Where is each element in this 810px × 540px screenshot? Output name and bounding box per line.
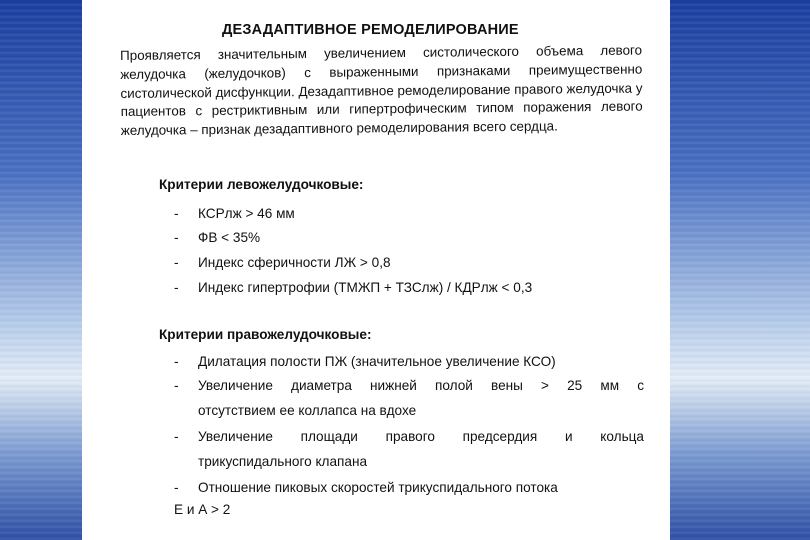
background-left [0, 0, 82, 540]
list-dash: - [174, 230, 179, 245]
list-dash: - [174, 206, 179, 221]
right-criterion-2-continuation: отсутствием ее коллапса на вдохе [198, 403, 417, 418]
criterion-text: ФВ < 35% [198, 230, 261, 245]
criterion-text: Индекс сферичности ЛЖ > 0,8 [198, 255, 391, 270]
right-criteria-heading: Критерии правожелудочковые: [159, 327, 372, 342]
criterion-text: Увеличение площади правого предсердия и кольца [198, 429, 644, 444]
criterion-text: Дилатация полости ПЖ (значительное увеличение КСО) [198, 354, 556, 369]
criterion-text: Индекс гипертрофии (ТМЖП + ТЗСлж) / КДРлж < 0,3 [198, 280, 533, 295]
criterion-text: Отношение пиковых скоростей трикуспидального потока [198, 480, 558, 495]
list-dash: - [174, 255, 179, 270]
right-criterion-4-continuation: Е и А > 2 [174, 502, 231, 517]
list-dash: - [174, 480, 179, 495]
slide-page [82, 0, 670, 540]
list-dash: - [174, 378, 179, 393]
list-dash: - [174, 280, 179, 295]
right-criterion-3-continuation: трикуспидального клапана [198, 454, 368, 469]
slide-title: ДЕЗАДАПТИВНОЕ РЕМОДЕЛИРОВАНИЕ [222, 22, 519, 38]
list-dash: - [174, 354, 179, 369]
criterion-text: КСРлж > 46 мм [198, 206, 295, 221]
criterion-text: Увеличение диаметра нижней полой вены > 25 мм с [198, 378, 644, 393]
left-criteria-heading: Критерии левожелудочковые: [159, 177, 364, 192]
background-right [670, 0, 810, 540]
intro-paragraph: Проявляется значительным увеличением систолического объема левого желудочка (желудочков) с выраженными признаками преимущественно систолической дисфункции. Дезадаптивное ремоделирование правого желудочка у пациентов с рестриктивным или гипертрофическим типом поражения левого желудочка – признак дезадаптивного ремоделирования всего сердца. [120, 42, 643, 139]
list-dash: - [174, 429, 179, 444]
